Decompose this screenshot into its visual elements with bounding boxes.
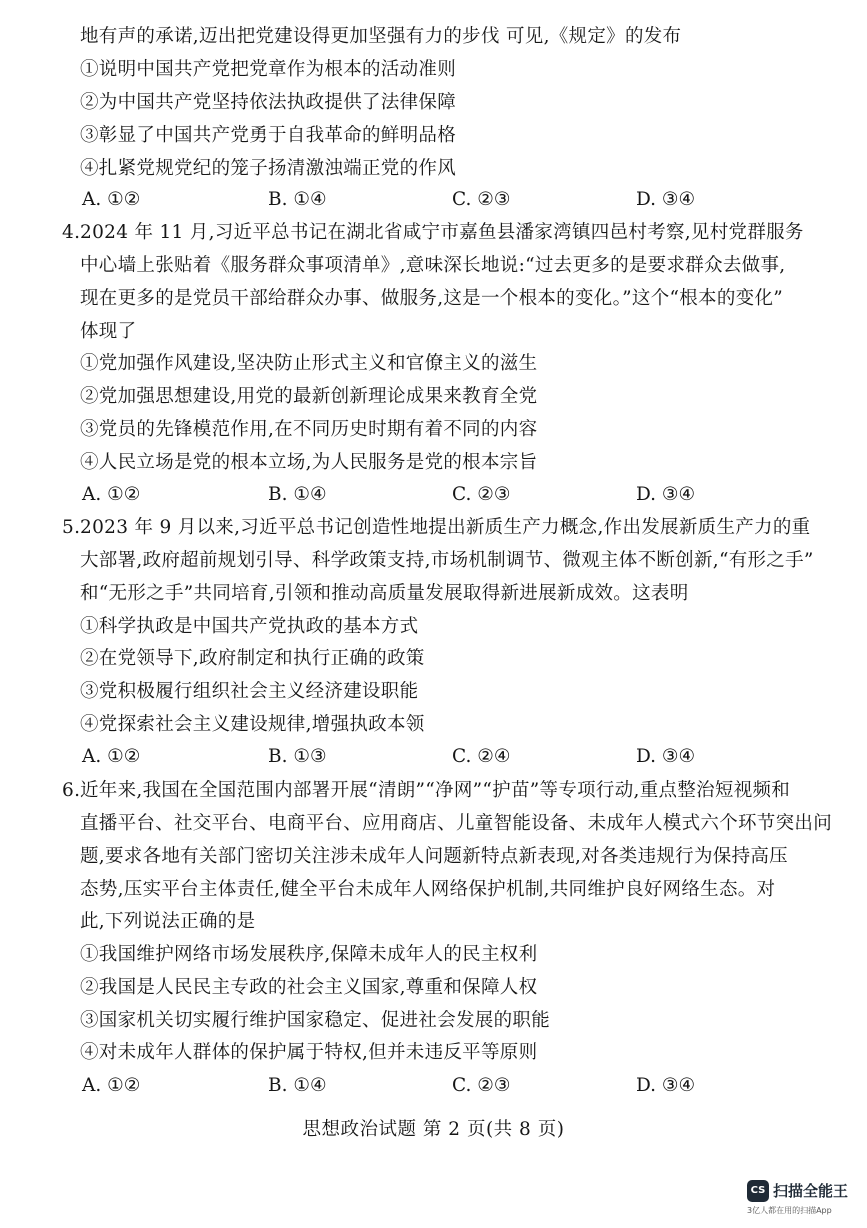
q6-item-1: ①我国维护网络市场发展秩序,保障未成年人的民主权利 (80, 944, 538, 965)
q5-option-a: A. ①② (82, 746, 141, 767)
q4-option-c: C. ②③ (452, 484, 511, 505)
q4-item-1: ①党加强作风建设,坚决防止形式主义和官僚主义的滋生 (80, 353, 538, 374)
q4-option-d: D. ③④ (636, 484, 696, 505)
q3-item-3: ③彰显了中国共产党勇于自我革命的鲜明品格 (80, 125, 457, 146)
q6-stem-line-1: 近年来,我国在全国范围内部署开展“清朗”“净网”“护苗”等专项行动,重点整治短视频和 (80, 780, 791, 801)
q5-number: 5. (62, 517, 81, 538)
q4-option-b: B. ①④ (268, 484, 327, 505)
q6-stem-line-5: 此,下列说法正确的是 (80, 911, 256, 932)
q5-stem-line-2: 大部署,政府超前规划引导、科学政策支持,市场机制调节、微观主体不断创新,“有形之手” (80, 550, 814, 571)
q3-stem-tail: 地有声的承诺,迈出把党建设得更加坚强有力的步伐 可见,《规定》的发布 (80, 26, 682, 47)
q6-stem-line-2: 直播平台、社交平台、电商平台、应用商店、儿童智能设备、未成年人模式六个环节突出问 (80, 813, 833, 834)
q3-item-4: ④扎紧党规党纪的笼子扬清激浊端正党的作风 (80, 158, 457, 179)
q6-stem-line-4: 态势,压实平台主体责任,健全平台未成年人网络保护机制,共同维护良好网络生态。对 (80, 879, 776, 900)
q6-item-2: ②我国是人民民主专政的社会主义国家,尊重和保障人权 (80, 977, 538, 998)
q4-item-2: ②党加强思想建设,用党的最新创新理论成果来教育全党 (80, 386, 538, 407)
watermark-subtitle: 3亿人都在用的扫描App (747, 1206, 832, 1215)
q4-number: 4. (62, 222, 81, 243)
q3-item-1: ①说明中国共产党把党章作为根本的活动准则 (80, 59, 457, 80)
q5-stem-line-3: 和“无形之手”共同培育,引领和推动高质量发展取得新进展新成效。这表明 (80, 583, 689, 604)
q5-item-1: ①科学执政是中国共产党执政的基本方式 (80, 616, 419, 637)
camscanner-logo-icon: CS (747, 1180, 769, 1202)
q6-stem-line-3: 题,要求各地有关部门密切关注涉未成年人问题新特点新表现,对各类违规行为保持高压 (80, 846, 788, 867)
q4-option-a: A. ①② (82, 484, 141, 505)
q6-option-d: D. ③④ (636, 1075, 696, 1096)
q5-item-3: ③党积极履行组织社会主义经济建设职能 (80, 681, 419, 702)
q3-option-c: C. ②③ (452, 189, 511, 210)
q5-item-2: ②在党领导下,政府制定和执行正确的政策 (80, 648, 425, 669)
q4-item-4: ④人民立场是党的根本立场,为人民服务是党的根本宗旨 (80, 452, 538, 473)
q5-option-b: B. ①③ (268, 746, 327, 767)
q6-option-b: B. ①④ (268, 1075, 327, 1096)
q6-item-4: ④对未成年人群体的保护属于特权,但并未违反平等原则 (80, 1042, 538, 1063)
q4-stem-line-3: 现在更多的是党员干部给群众办事、做服务,这是一个根本的变化。”这个“根本的变化” (80, 288, 784, 309)
q4-stem-line-1: 2024 年 11 月,习近平总书记在湖北省咸宁市嘉鱼县潘家湾镇四邑村考察,见村党群服务 (80, 222, 804, 243)
q5-stem-line-1: 2023 年 9 月以来,习近平总书记创造性地提出新质生产力概念,作出发展新质生产力的重 (80, 517, 811, 538)
q3-option-a: A. ①② (82, 189, 141, 210)
watermark-app-name: 扫描全能王 (773, 1182, 849, 1200)
q3-option-d: D. ③④ (636, 189, 696, 210)
page-footer: 思想政治试题 第 2 页(共 8 页) (302, 1119, 565, 1140)
q4-stem-line-4: 体现了 (80, 321, 137, 342)
q3-option-b: B. ①④ (268, 189, 327, 210)
q6-number: 6. (62, 780, 81, 801)
scanner-watermark (747, 1180, 849, 1220)
q5-option-c: C. ②④ (452, 746, 511, 767)
q6-item-3: ③国家机关切实履行维护国家稳定、促进社会发展的职能 (80, 1010, 551, 1031)
q5-option-d: D. ③④ (636, 746, 696, 767)
q4-stem-line-2: 中心墙上张贴着《服务群众事项清单》,意味深长地说:“过去更多的是要求群众去做事, (80, 255, 786, 276)
q5-item-4: ④党探索社会主义建设规律,增强执政本领 (80, 714, 425, 735)
q3-item-2: ②为中国共产党坚持依法执政提供了法律保障 (80, 92, 457, 113)
q6-option-a: A. ①② (82, 1075, 141, 1096)
q4-item-3: ③党员的先锋模范作用,在不同历史时期有着不同的内容 (80, 419, 538, 440)
q6-option-c: C. ②③ (452, 1075, 511, 1096)
